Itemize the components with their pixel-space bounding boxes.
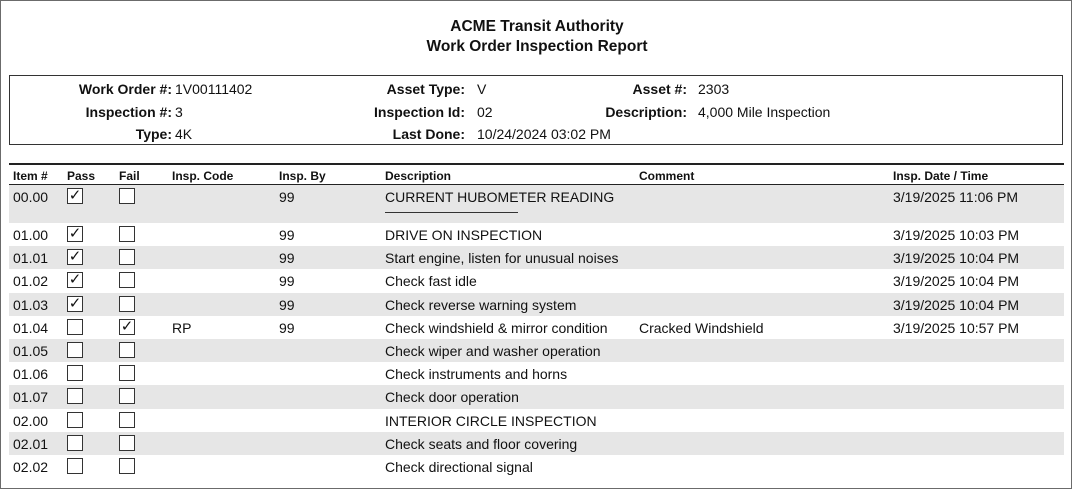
col-comment: Comment [639,169,695,183]
work-order-label: Work Order #: [78,81,172,97]
item-number: 01.00 [13,227,49,243]
insp-date: 3/19/2025 10:04 PM [893,296,1020,313]
col-item: Item # [13,169,48,183]
description: Check instruments and horns [385,366,568,383]
fail-checkbox[interactable] [119,435,135,451]
insp-by: 99 [279,273,295,290]
table-row [9,316,1064,339]
work-order-value: 1V00111402 [175,81,253,97]
col-pass: Pass [67,169,96,183]
insp-by: 99 [279,227,295,243]
table-row [9,293,1064,316]
description: Check reverse warning system [385,296,577,313]
fail-checkbox[interactable] [119,342,135,358]
asset-type-value: V [477,81,487,97]
fail-checkbox[interactable] [119,272,135,288]
reading-entry-line [385,212,518,213]
pass-checkbox[interactable]: ✓ [68,225,82,242]
inspection-id-value: 02 [477,104,493,120]
asset-no-value: 2303 [698,81,730,97]
pass-checkbox[interactable] [67,435,83,451]
fail-checkbox[interactable]: ✓ [120,317,134,335]
item-number: 02.02 [13,458,49,475]
type-value: 4K [175,126,193,142]
col-description: Description [385,169,452,183]
fail-checkbox[interactable] [119,458,135,474]
item-number: 01.03 [13,296,49,313]
description: DRIVE ON INSPECTION [385,227,543,243]
description: CURRENT HUBOMETER READING [385,189,615,205]
last-done-value: 10/24/2024 03:02 PM [477,126,611,142]
pass-checkbox[interactable] [67,458,83,474]
fail-checkbox[interactable] [119,226,135,242]
insp-by: 99 [279,296,295,313]
type-label: Type: [135,126,172,142]
insp-by: 99 [279,189,295,205]
col-insp-date: Insp. Date / Time [893,169,989,183]
inspection-no-label: Inspection #: [85,104,172,120]
insp-date: 3/19/2025 11:06 PM [893,189,1019,205]
table-row [9,385,1064,408]
table-row [9,455,1064,478]
pass-checkbox[interactable]: ✓ [68,294,82,312]
fail-checkbox[interactable] [119,188,135,204]
item-number: 01.04 [13,319,49,336]
col-insp-code: Insp. Code [172,169,234,183]
description-value: 4,000 Mile Inspection [698,104,831,120]
description: Check door operation [385,389,519,406]
description: Check wiper and washer operation [385,342,601,359]
work-order-header [9,75,1063,145]
description: Start engine, listen for unusual noises [385,250,619,267]
item-number: 01.02 [13,273,49,290]
report-title: Work Order Inspection Report [426,38,648,55]
table-body [9,185,1064,478]
asset-no-label: Asset #: [632,81,687,97]
table-row [9,269,1064,292]
table-row [9,362,1064,385]
col-insp-by: Insp. By [279,169,326,183]
inspection-no-value: 3 [175,104,183,120]
insp-code: RP [172,319,192,336]
insp-by: 99 [279,250,295,267]
comment: Cracked Windshield [639,319,764,336]
table-row [9,409,1064,432]
insp-date: 3/19/2025 10:03 PM [893,227,1020,243]
table-row [9,432,1064,455]
pass-checkbox[interactable]: ✓ [68,187,82,204]
item-number: 01.01 [13,250,49,267]
pass-checkbox[interactable] [67,365,83,381]
table-row [9,223,1064,246]
table-row [9,246,1064,269]
fail-checkbox[interactable] [119,296,135,312]
pass-checkbox[interactable] [67,342,83,358]
fail-checkbox[interactable] [119,249,135,265]
item-number: 02.01 [13,435,49,452]
item-number: 01.07 [13,389,49,406]
insp-date: 3/19/2025 10:57 PM [893,319,1020,336]
pass-checkbox[interactable]: ✓ [68,248,82,266]
description-label: Description: [605,104,687,120]
fail-checkbox[interactable] [119,365,135,381]
fail-checkbox[interactable] [119,388,135,404]
description: Check directional signal [385,458,533,475]
insp-date: 3/19/2025 10:04 PM [893,250,1020,267]
pass-checkbox[interactable]: ✓ [68,271,82,289]
table-header [9,163,1064,185]
pass-checkbox[interactable] [67,412,83,428]
pass-checkbox[interactable] [67,319,83,335]
table-row [9,339,1064,362]
pass-checkbox[interactable] [67,388,83,404]
insp-by: 99 [279,319,295,336]
description: Check windshield & mirror condition [385,319,608,336]
item-number: 02.00 [13,412,49,429]
last-done-label: Last Done: [392,126,465,142]
item-number: 01.06 [13,366,49,383]
org-name: ACME Transit Authority [450,18,624,35]
table-row [9,185,1064,223]
item-number: 00.00 [13,189,49,205]
insp-date: 3/19/2025 10:04 PM [893,273,1020,290]
fail-checkbox[interactable] [119,412,135,428]
description: Check fast idle [385,273,477,290]
asset-type-label: Asset Type: [386,81,465,97]
item-number: 01.05 [13,342,49,359]
col-fail: Fail [119,169,140,183]
description: INTERIOR CIRCLE INSPECTION [385,412,597,429]
inspection-table [9,163,1064,478]
description: Check seats and floor covering [385,435,578,452]
inspection-id-label: Inspection Id: [374,104,465,120]
